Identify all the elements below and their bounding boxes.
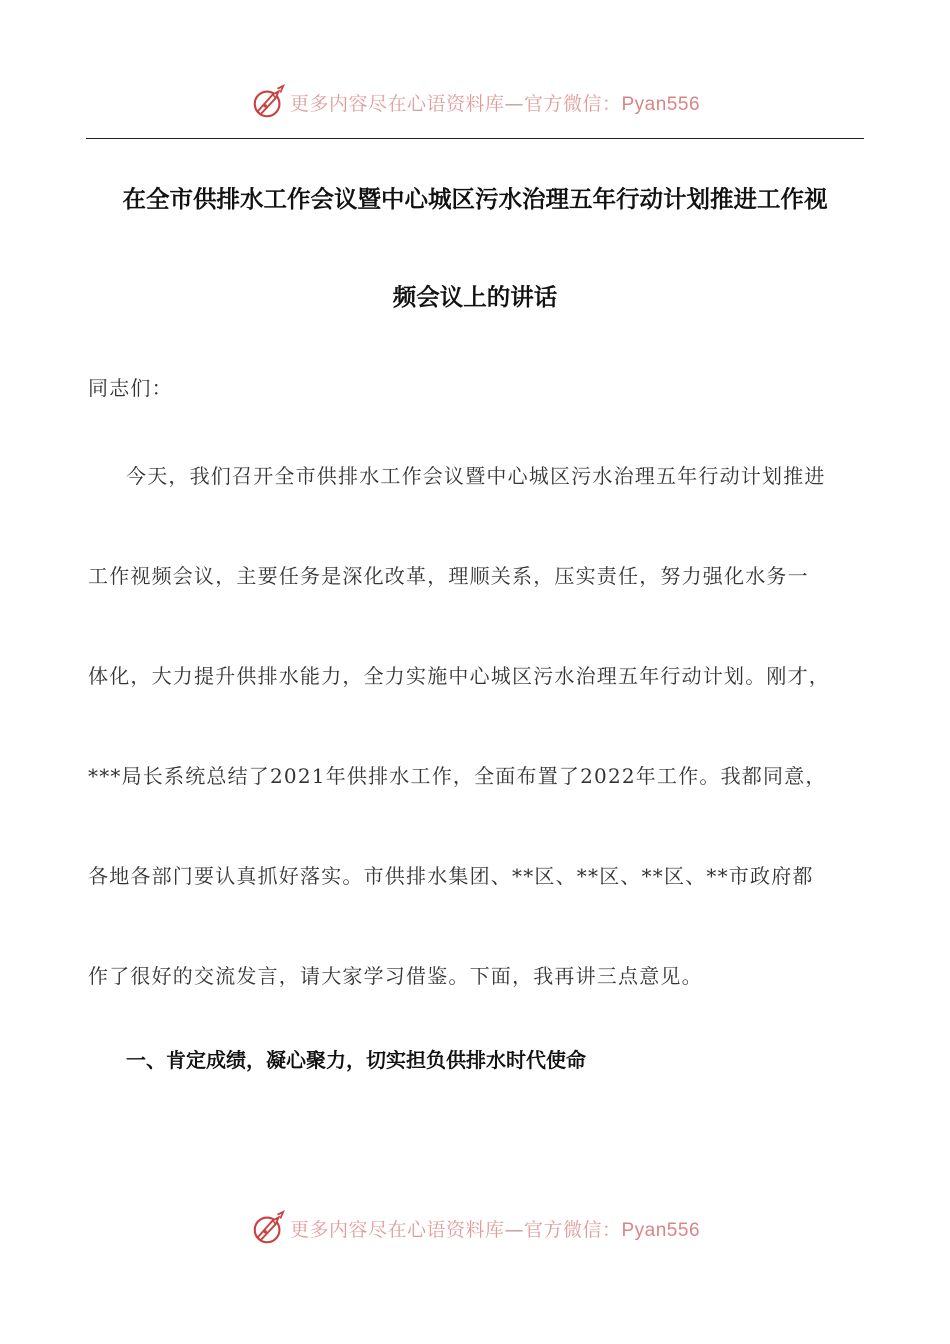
banner-site: 更多内容尽在心语资料库 [289,1218,505,1241]
banner-label: 官方微信： [523,1218,622,1241]
paragraph-line-5: 各地各部门要认真抓好落实。市供排水集团、**区、**区、**区、**市政府都 [88,864,814,888]
section-heading-1: 一、肯定成绩，凝心聚力，切实担负供排水时代使命 [126,1048,586,1072]
banner-label: 官方微信： [523,92,622,115]
pen-nib-logo-icon [250,1209,288,1247]
document-title-line-1: 在全市供排水工作会议暨中心城区污水治理五年行动计划推进工作视 [122,185,828,213]
banner-wechat-id: Pyan556 [621,1219,701,1241]
paragraph-line-4: ***局长系统总结了2021年供排水工作，全面布置了2022年工作。我都同意， [88,764,827,788]
pen-nib-logo-icon [250,83,288,121]
paragraph-line-3: 体化，大力提升供排水能力，全力实施中心城区污水治理五年行动计划。刚才， [88,664,830,688]
paragraph-line-2: 工作视频会议，主要任务是深化改革，理顺关系，压实责任，努力强化水务一 [88,564,809,588]
header-rule [86,138,864,139]
greeting: 同志们： [88,376,173,400]
banner-site: 更多内容尽在心语资料库 [289,92,505,115]
banner-separator: — [504,1218,524,1241]
banner-separator: — [504,92,524,115]
header-banner [0,82,950,122]
banner-text [290,1215,700,1242]
paragraph-line-6: 作了很好的交流发言，请大家学习借鉴。下面，我再讲三点意见。 [88,964,703,988]
banner-text [290,89,700,116]
document-title-line-2: 频会议上的讲话 [392,283,558,311]
footer-banner [0,1208,950,1248]
paragraph-line-1: 今天，我们召开全市供排水工作会议暨中心城区污水治理五年行动计划推进 [126,464,826,488]
banner-wechat-id: Pyan556 [621,93,701,115]
